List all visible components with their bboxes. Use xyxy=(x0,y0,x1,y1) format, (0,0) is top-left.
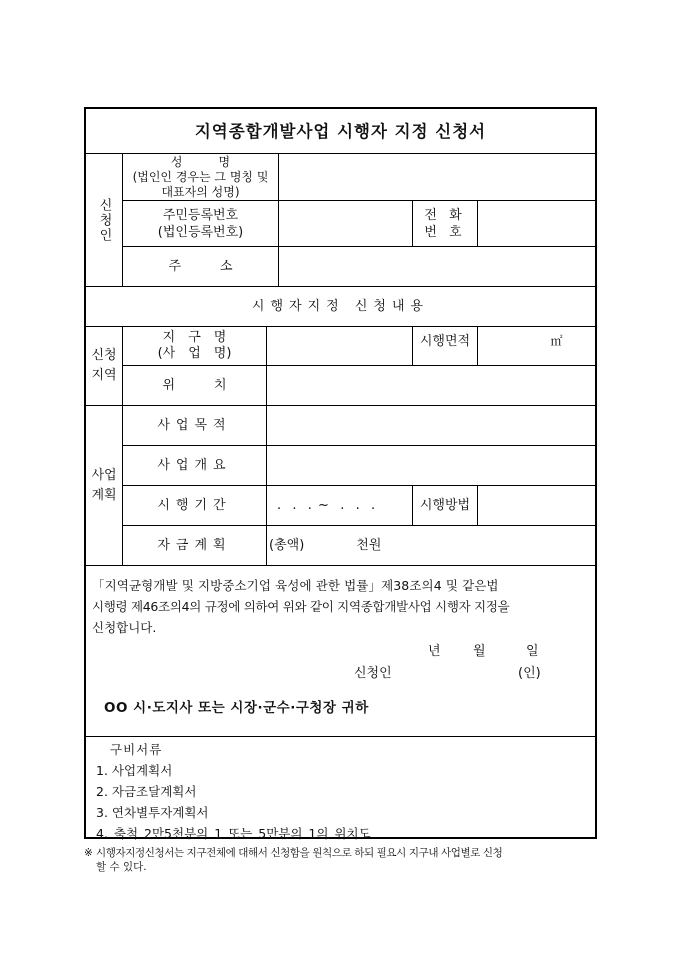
address-field[interactable] xyxy=(279,247,595,286)
row-divider xyxy=(86,565,595,566)
corporate-number-label: (법인등록번호) xyxy=(157,224,244,240)
document-item: 2. 자금조달계획서 xyxy=(96,784,197,799)
period-field[interactable]: . . . ~ . . . xyxy=(277,498,377,513)
applicant-signature-label: 신청인 xyxy=(354,666,392,681)
fund-field[interactable] xyxy=(267,526,595,565)
area-section-line2: 지역 xyxy=(91,368,117,383)
name-field[interactable] xyxy=(279,154,595,200)
address-label: 주 소 xyxy=(168,259,233,274)
phone-field[interactable] xyxy=(478,201,595,246)
plan-section-line2: 계획 xyxy=(91,487,117,503)
overview-field[interactable] xyxy=(267,446,595,485)
seal-mark: (인) xyxy=(518,666,541,681)
row-divider xyxy=(86,736,595,737)
date-day: 일 xyxy=(526,644,539,659)
location-field[interactable] xyxy=(267,366,595,405)
area-section-label xyxy=(86,327,122,405)
footnote-line: 할 수 있다. xyxy=(96,861,147,873)
phone-label-line2: 번 호 xyxy=(424,224,466,240)
declaration-text xyxy=(92,575,592,638)
applicant-section-text: 신청인 xyxy=(96,197,112,243)
footnote xyxy=(96,846,601,874)
purpose-label: 사업목적 xyxy=(157,418,232,433)
plan-section-line1: 사업 xyxy=(91,467,117,483)
fund-total-label: (총액) xyxy=(269,538,305,553)
method-label: 시행방법 xyxy=(419,498,471,513)
method-field[interactable] xyxy=(478,486,595,525)
document-item: 3. 연차별투자계획서 xyxy=(96,805,209,820)
district-label xyxy=(123,327,266,365)
phone-label-line1: 전 화 xyxy=(424,207,466,223)
date-month: 월 xyxy=(473,644,486,659)
district-field[interactable] xyxy=(267,327,412,365)
application-form xyxy=(84,107,597,839)
footnote-mark: ※ xyxy=(84,847,93,859)
name-label-main: 성 명 xyxy=(170,154,231,169)
size-label: 시행면적 xyxy=(419,333,471,349)
footnote-line: 시행자지정신청서는 지구전체에 대해서 신청함을 원칙으로 하되 필요시 지구내 사업별로 신청 xyxy=(96,847,503,859)
registration-number-label xyxy=(123,201,278,246)
fund-unit: 천원 xyxy=(356,538,382,553)
registration-number-label-main: 주민등록번호 xyxy=(162,207,239,223)
overview-label: 사업개요 xyxy=(157,458,232,473)
business-name-label: (사 업 명) xyxy=(157,346,232,361)
purpose-field[interactable] xyxy=(267,406,595,445)
name-label xyxy=(123,154,278,200)
form-title: 지역종합개발사업 시행자 지정 신청서 xyxy=(194,121,487,141)
size-unit: ㎡ xyxy=(550,333,563,348)
fund-label: 자금계획 xyxy=(157,538,232,553)
declaration-line: 「지역균형개발 및 지방중소기업 육성에 관한 법률」제38조의4 및 같은법 xyxy=(92,578,499,593)
name-label-note: (법인인 경우는 그 명칭 및 대표자의 성명) xyxy=(132,169,269,199)
plan-section-label xyxy=(86,406,122,565)
date-year: 년 xyxy=(428,644,441,659)
document-item: 4. 축척 2만5천분의 1 또는 5만분의 1의 위치도 xyxy=(96,826,371,841)
applicant-section-label xyxy=(86,154,122,286)
document-item: 1. 사업계획서 xyxy=(96,763,173,778)
required-documents xyxy=(96,739,371,844)
location-label: 위 치 xyxy=(162,378,227,393)
phone-label xyxy=(413,201,477,246)
district-label-main: 지 구 명 xyxy=(162,330,227,345)
declaration-line: 시행령 제46조의4의 규정에 의하여 위와 같이 지역종합개발사업 시행자 지정을 xyxy=(92,599,510,614)
content-header: 시행자지정 신청내용 xyxy=(251,299,430,314)
declaration-line: 신청합니다. xyxy=(92,620,157,635)
registration-number-field[interactable] xyxy=(279,201,412,246)
period-label: 시행기간 xyxy=(157,498,232,513)
recipient: OO 시·도지사 또는 시장·군수·구청장 귀하 xyxy=(104,700,369,716)
area-section-line1: 신청 xyxy=(91,348,117,363)
documents-heading: 구비서류 xyxy=(110,742,163,757)
